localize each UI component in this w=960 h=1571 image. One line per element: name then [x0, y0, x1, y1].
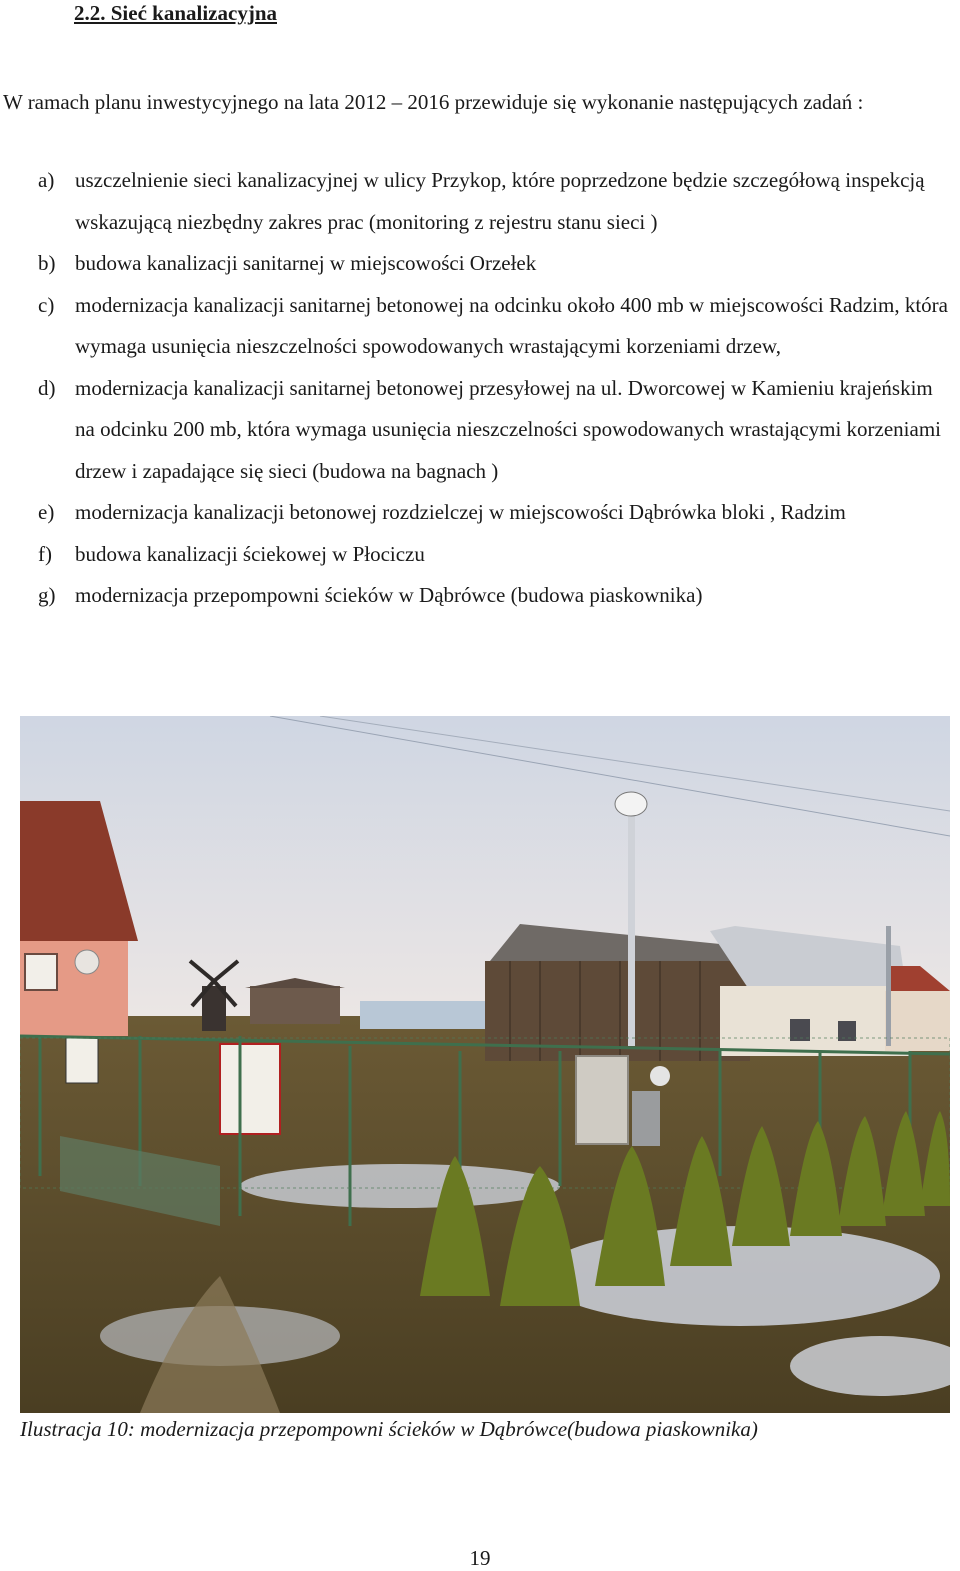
cabinet-post: [632, 1091, 660, 1146]
information-sign: [220, 1044, 280, 1134]
task-marker: c): [38, 292, 55, 317]
background-building: [360, 1001, 490, 1029]
information-sign: [66, 1038, 98, 1083]
cabinet-lamp: [650, 1066, 670, 1086]
page-number: 19: [469, 1546, 491, 1570]
task-list: [0, 160, 960, 617]
task-item: [0, 368, 960, 493]
task-text: modernizacja przepompowni ścieków w Dąbrówce (budowa piaskownika): [75, 583, 703, 607]
task-item: [0, 285, 960, 368]
house-window: [25, 954, 57, 990]
task-marker: d): [38, 375, 56, 400]
task-text: modernizacja kanalizacji betonowej rozdzielczej w miejscowości Dąbrówka bloki , Radzim: [75, 500, 846, 524]
right-house-wall: [885, 991, 950, 1051]
task-item: [0, 492, 960, 534]
task-marker: f): [38, 541, 52, 566]
task-marker: g): [38, 583, 56, 607]
task-text: budowa kanalizacji ściekowej w Płociczu: [75, 541, 425, 566]
intro-paragraph: W ramach planu inwestycyjnego na lata 2012 – 2016 przewiduje się wykonanie następujących zadań :: [3, 90, 864, 114]
illustration-photo: [20, 716, 950, 1413]
task-text: budowa kanalizacji sanitarnej w miejscowości Orzełek: [75, 251, 537, 275]
snow-patch: [240, 1164, 560, 1208]
task-marker: a): [38, 168, 55, 192]
task-item: [0, 534, 960, 576]
task-item: [0, 243, 960, 285]
task-item: [0, 160, 960, 243]
white-house-window: [838, 1021, 856, 1041]
background-building: [250, 986, 340, 1024]
section-heading: 2.2. Sieć kanalizacyjna: [74, 1, 277, 25]
satellite-dish: [75, 950, 99, 974]
white-house-wall: [720, 986, 910, 1056]
utility-pole: [886, 926, 891, 1046]
task-text: modernizacja kanalizacji sanitarnej betonowej na odcinku około 400 mb w miejscowości Radzim, która wymaga usunięcia nieszczelności spowodowanych wrastającymi korzeniami drzew,: [75, 292, 948, 358]
task-item: [0, 575, 960, 617]
task-marker: e): [38, 500, 55, 524]
photo-scene: [20, 716, 950, 1413]
task-marker: b): [38, 251, 56, 275]
control-cabinet: [576, 1056, 628, 1144]
task-text: modernizacja kanalizacji sanitarnej betonowej przesyłowej na ul. Dworcowej w Kamieniu krajeńskim na odcinku 200 mb, która wymaga usunięcia nieszczelności spowodowanych wrastającymi korzeniami drzew i zapadające się sieci (budowa na bagnach ): [75, 375, 941, 483]
task-text: uszczelnienie sieci kanalizacyjnej w ulicy Przykop, które poprzedzone będzie szczegółową inspekcją wskazującą niezbędny zakres prac (monitoring z rejestru stanu sieci ): [75, 168, 925, 234]
lamp-head: [615, 792, 647, 816]
lamp-pole: [628, 806, 635, 1046]
figure-caption: Ilustracja 10: modernizacja przepompowni ścieków w Dąbrówce(budowa piaskownika): [20, 1417, 758, 1441]
